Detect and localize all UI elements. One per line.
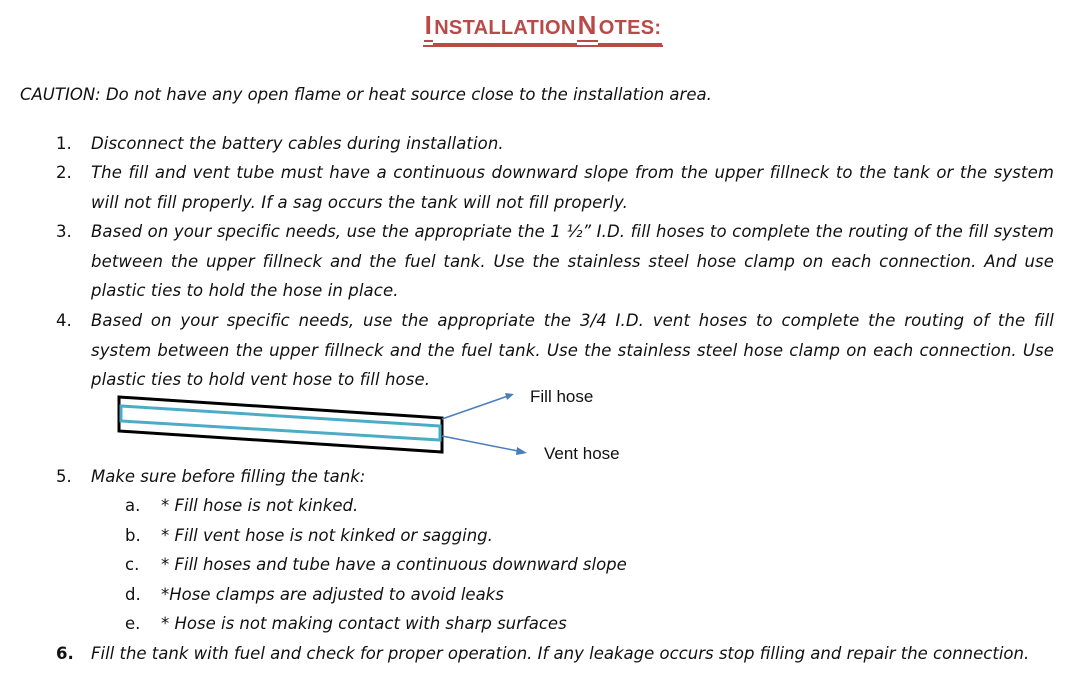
checklist-text: * Hose is not making contact with sharp surfaces	[161, 614, 567, 633]
step-text: Based on your specific needs, use the appropriate the 3/4 I.D. vent hoses to complete the routing of the fill system between the upper fillneck and the fuel tank. Use the stainless steel hose clamp on each connection. Use plastic ties to hold vent hose to fill hose.	[91, 311, 1054, 389]
checklist-text: *Hose clamps are adjusted to avoid leaks	[161, 585, 504, 604]
title-underline: I NSTALLATIONN OTES:	[423, 10, 664, 47]
step-number: 4.	[56, 311, 72, 330]
checklist-item-c	[125, 550, 627, 580]
step-text: Fill the tank with fuel and check for proper operation. If any leakage occurs stop filling and repair the connection.	[91, 644, 1030, 663]
checklist-item-b	[125, 521, 493, 551]
checklist-letter: b.	[125, 526, 141, 545]
step-text: Based on your specific needs, use the appropriate the 1 ½” I.D. fill hoses to complete the routing of the fill system between the upper fillneck and the fuel tank. Use the stainless steel hose clamp on each connection. And use plastic ties to hold the hose in place.	[91, 222, 1054, 300]
vent-hose-arrowhead	[516, 447, 527, 455]
step-number: 5.	[56, 467, 72, 486]
step-number: 1.	[56, 134, 72, 153]
checklist-letter: e.	[125, 614, 141, 633]
vent-hose-arrow-line	[442, 436, 518, 451]
checklist-text: * Fill hose is not kinked.	[161, 496, 359, 515]
checklist-letter: d.	[125, 585, 141, 604]
checklist-item-a	[125, 491, 358, 521]
checklist-item-e	[125, 609, 567, 639]
step-number: 2.	[56, 163, 72, 182]
step-number: 6.	[56, 644, 74, 663]
step-text: Make sure before filling the tank:	[91, 467, 366, 486]
step-text: Disconnect the battery cables during installation.	[91, 134, 504, 153]
checklist-text: * Fill hoses and tube have a continuous downward slope	[161, 555, 627, 574]
step-6	[56, 639, 1054, 669]
caution-note: CAUTION: Do not have any open flame or heat source close to the installation area.	[20, 85, 712, 104]
vent-hose-label: Vent hose	[544, 444, 620, 463]
fill-hose-arrowhead	[505, 393, 514, 400]
checklist-item-d	[125, 580, 504, 610]
checklist-letter: c.	[125, 555, 140, 574]
fill-hose-arrow-line	[442, 396, 508, 419]
step-number: 3.	[56, 222, 72, 241]
checklist-letter: a.	[125, 496, 141, 515]
checklist-text: * Fill vent hose is not kinked or sagging.	[161, 526, 493, 545]
fill-hose-label: Fill hose	[530, 387, 594, 406]
step-text: The fill and vent tube must have a continuous downward slope from the upper fillneck to the tank or the system will not fill properly. If a sag occurs the tank will not fill properly.	[91, 163, 1054, 212]
step-5	[56, 462, 1054, 492]
